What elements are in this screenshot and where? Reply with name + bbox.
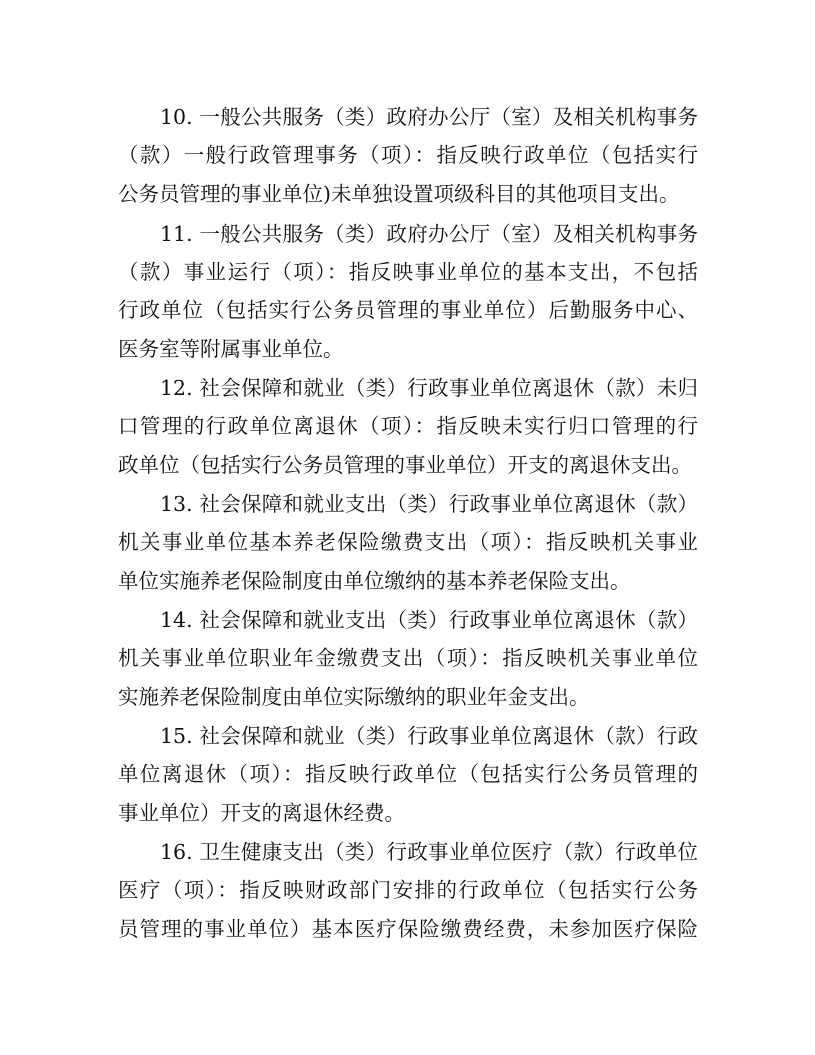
paragraph-13-line-1: 13. 社会保障和就业支出（类）行政事业单位离退休（款） [160,492,698,516]
paragraph-10-line-2: （款）一般行政管理事务（项）：指反映行政单位（包括实行 [118,143,698,167]
paragraph-13-line-3: 单位实施养老保险制度由单位缴纳的基本养老保险支出。 [118,569,631,593]
paragraph-12-line-1: 12. 社会保障和就业（类）行政事业单位离退休（款）未归 [160,376,698,400]
paragraph-14-line-2: 机关事业单位职业年金缴费支出（项）：指反映机关事业单位 [118,646,698,670]
paragraph-13-line-2: 机关事业单位基本养老保险缴费支出（项）：指反映机关事业 [118,530,698,554]
paragraph-14-line-1: 14. 社会保障和就业支出（类）行政事业单位离退休（款） [160,608,698,632]
paragraph-15-line-3: 事业单位）开支的离退休经费。 [118,801,405,825]
paragraph-12-line-2: 口管理的行政单位离退休（项）：指反映未实行归口管理的行 [118,414,698,438]
paragraph-15-line-2: 单位离退休（项）：指反映行政单位（包括实行公务员管理的 [118,762,698,786]
paragraph-15-line-1: 15. 社会保障和就业（类）行政事业单位离退休（款）行政 [160,724,698,748]
paragraph-11-line-2: （款）事业运行（项）：指反映事业单位的基本支出，不包括 [118,260,698,284]
paragraph-11-line-3: 行政单位（包括实行公务员管理的事业单位）后勤服务中心、 [118,298,698,322]
paragraph-16-line-1: 16. 卫生健康支出（类）行政事业单位医疗（款）行政单位 [160,840,698,864]
paragraph-10-line-1: 10. 一般公共服务（类）政府办公厅（室）及相关机构事务 [160,105,698,129]
paragraph-11-line-4: 医务室等附属事业单位。 [118,337,344,361]
paragraph-11-line-1: 11. 一般公共服务（类）政府办公厅（室）及相关机构事务 [160,222,698,246]
paragraph-12-line-3: 政单位（包括实行公务员管理的事业单位）开支的离退休支出。 [118,453,692,477]
paragraph-14-line-3: 实施养老保险制度由单位实际缴纳的职业年金支出。 [118,685,590,709]
paragraph-10-line-3: 公务员管理的事业单位)未单独设置项级科目的其他项目支出。 [118,182,680,206]
paragraph-16-line-2: 医疗（项）：指反映财政部门安排的行政单位（包括实行公务 [118,878,698,902]
paragraph-16-line-3: 员管理的事业单位）基本医疗保险缴费经费，未参加医疗保险 [118,917,698,941]
